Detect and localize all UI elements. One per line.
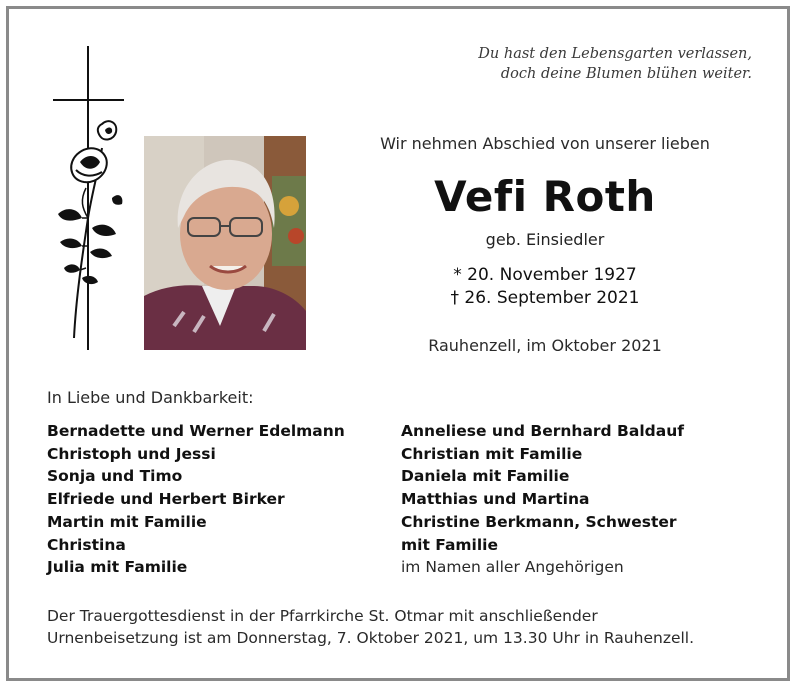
memorial-quote [478,44,752,84]
mourner-entry: Matthias und Martina [401,490,590,509]
death-date: † 26. September 2021 [450,288,640,308]
mourner-entry: mit Familie [401,535,499,554]
mourner-entry: Christoph und Jessi [47,444,216,463]
mourner-entry: Daniela mit Familie [401,467,570,486]
mourners-right-column [401,420,684,579]
quote-line-1: Du hast den Lebensgarten verlassen, [478,46,752,62]
deceased-name: Vefi Roth [434,172,656,221]
portrait-photo [144,136,306,350]
quote-line-2: doch deine Blumen blühen weiter. [500,66,752,82]
mourners-left-column [47,420,345,579]
service-line-2: Urnenbeisetzung ist am Donnerstag, 7. Oktober 2021, um 13.30 Uhr in Rauhenzell. [47,629,695,647]
funeral-service-info [47,605,694,649]
portrait-illustration [144,136,306,350]
mourner-entry: Christian mit Familie [401,444,583,463]
mourner-entry: Julia mit Familie [47,558,188,577]
life-dates [340,264,750,310]
mourner-entry: Bernadette und Werner Edelmann [47,422,345,440]
mourner-entry: Sonja und Timo [47,467,183,486]
birth-name: geb. Einsiedler [485,230,605,249]
mourner-entry: Anneliese und Bernhard Baldauf [401,422,684,440]
birth-date: * 20. November 1927 [453,265,637,285]
farewell-intro: Wir nehmen Abschied von unserer lieben [380,134,710,153]
rose-icon [52,118,124,340]
mourner-entry: Martin mit Familie [47,512,207,531]
mourner-entry: im Namen aller Angehörigen [401,558,624,577]
service-line-1: Der Trauergottesdienst in der Pfarrkirche St. Otmar mit anschließender [47,607,598,625]
gratitude-heading: In Liebe und Dankbarkeit: [47,388,254,407]
place-and-date: Rauhenzell, im Oktober 2021 [428,336,662,355]
mourner-entry: Christine Berkmann, Schwester [401,512,677,531]
mourner-entry: Elfriede und Herbert Birker [47,490,285,509]
cross-horizontal-bar [53,99,124,101]
mourner-entry: Christina [47,535,126,554]
